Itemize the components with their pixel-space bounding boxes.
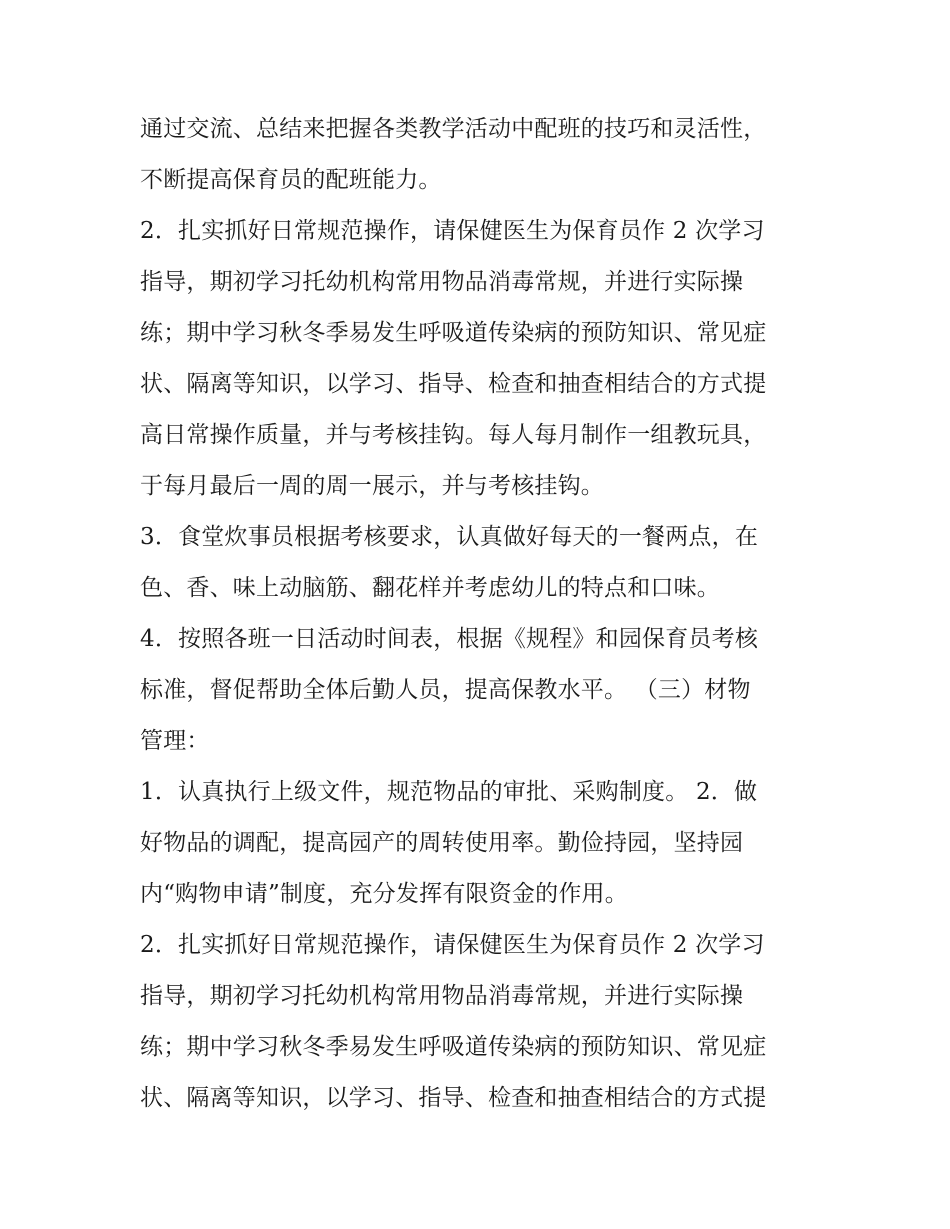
text-line: 练；期中学习秋冬季易发生呼吸道传染病的预防知识、常见症 — [140, 320, 767, 346]
text-line: 色、香、味上动脑筋、翻花样并考虑幼儿的特点和口味。 — [140, 575, 720, 601]
text-line: 管理： — [140, 728, 210, 754]
text-line: 于每月最后一周的周一展示，并与考核挂钩。 — [140, 473, 604, 499]
text-line: 2．扎实抓好日常规范操作，请保健医生为保育员作 2 次学习 — [140, 932, 765, 958]
text-line: 高日常操作质量，并与考核挂钩。每人每月制作一组教玩具， — [140, 422, 767, 448]
text-line: 指导，期初学习托幼机构常用物品消毒常规，并进行实际操 — [140, 983, 744, 1009]
text-line: 4．按照各班一日活动时间表，根据《规程》和园保育员考核 — [140, 626, 759, 652]
text-line: 不断提高保育员的配班能力。 — [140, 167, 442, 193]
text-line: 状、隔离等知识，以学习、指导、检查和抽查相结合的方式提 — [140, 371, 767, 397]
text-line: 3．食堂炊事员根据考核要求，认真做好每天的一餐两点，在 — [140, 524, 759, 550]
text-line: 指导，期初学习托幼机构常用物品消毒常规，并进行实际操 — [140, 269, 744, 295]
text-line: 通过交流、总结来把握各类教学活动中配班的技巧和灵活性， — [140, 116, 767, 142]
text-line: 2．扎实抓好日常规范操作，请保健医生为保育员作 2 次学习 — [140, 218, 765, 244]
text-line: 好物品的调配，提高园产的周转使用率。勤俭持园，坚持园 — [140, 830, 744, 856]
text-line: 1．认真执行上级文件，规范物品的审批、采购制度。 2．做 — [140, 779, 758, 805]
text-line: 状、隔离等知识，以学习、指导、检查和抽查相结合的方式提 — [140, 1085, 767, 1111]
text-line: 练；期中学习秋冬季易发生呼吸道传染病的预防知识、常见症 — [140, 1034, 767, 1060]
text-line: 内“购物申请”制度，充分发挥有限资金的作用。 — [140, 881, 628, 907]
body-text — [140, 104, 830, 1124]
text-line: 标准，督促帮助全体后勤人员，提高保教水平。 （三）材物 — [140, 677, 751, 703]
